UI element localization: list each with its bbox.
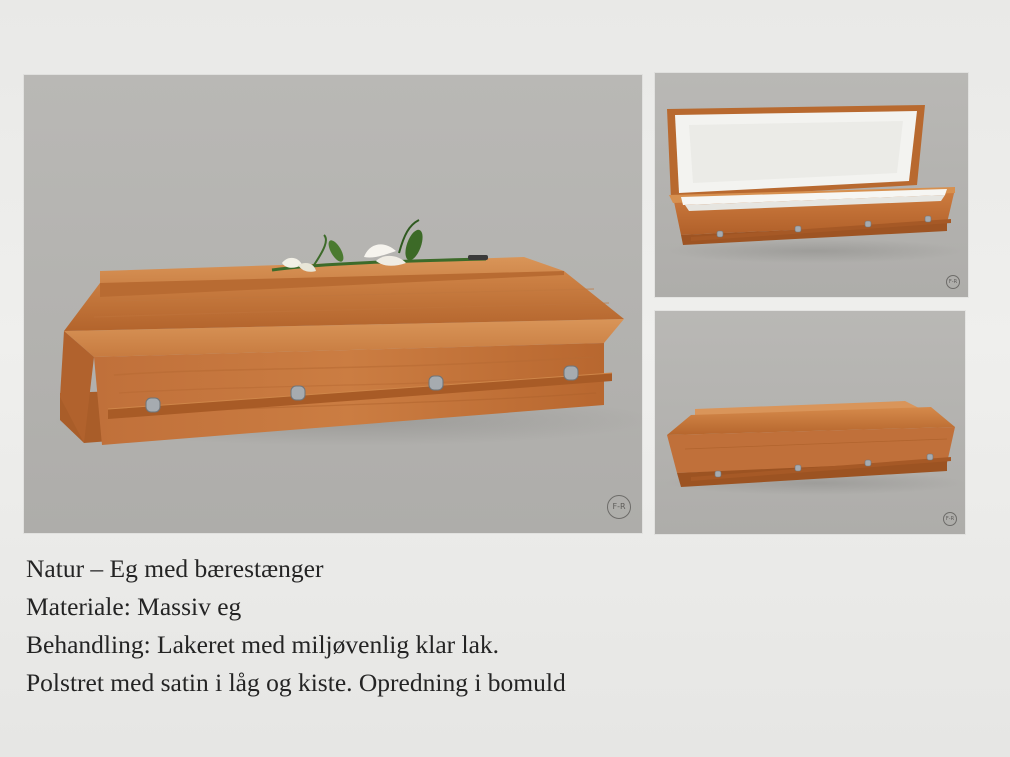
fr-logo: F-R bbox=[607, 495, 631, 519]
upholstery-line: Polstret med satin i låg og kiste. Opredning i bomuld bbox=[26, 668, 566, 697]
treatment-line: Behandling: Lakeret med miljøvenlig klar lak. bbox=[26, 630, 500, 659]
product-title: Natur – Eg med bærestænger bbox=[26, 554, 324, 583]
coffin-closed-image bbox=[655, 311, 965, 534]
fr-logo: F-R bbox=[946, 275, 960, 289]
coffin-main-photo bbox=[24, 75, 642, 533]
fr-logo: F-R bbox=[943, 512, 957, 526]
material-line: Materiale: Massiv eg bbox=[26, 592, 242, 621]
coffin-open-photo bbox=[655, 73, 968, 297]
product-description bbox=[26, 550, 566, 702]
coffin-open-lid-image bbox=[655, 73, 968, 297]
coffin-closed-photo bbox=[655, 311, 965, 534]
coffin-closed-with-lilies-image bbox=[24, 75, 642, 533]
